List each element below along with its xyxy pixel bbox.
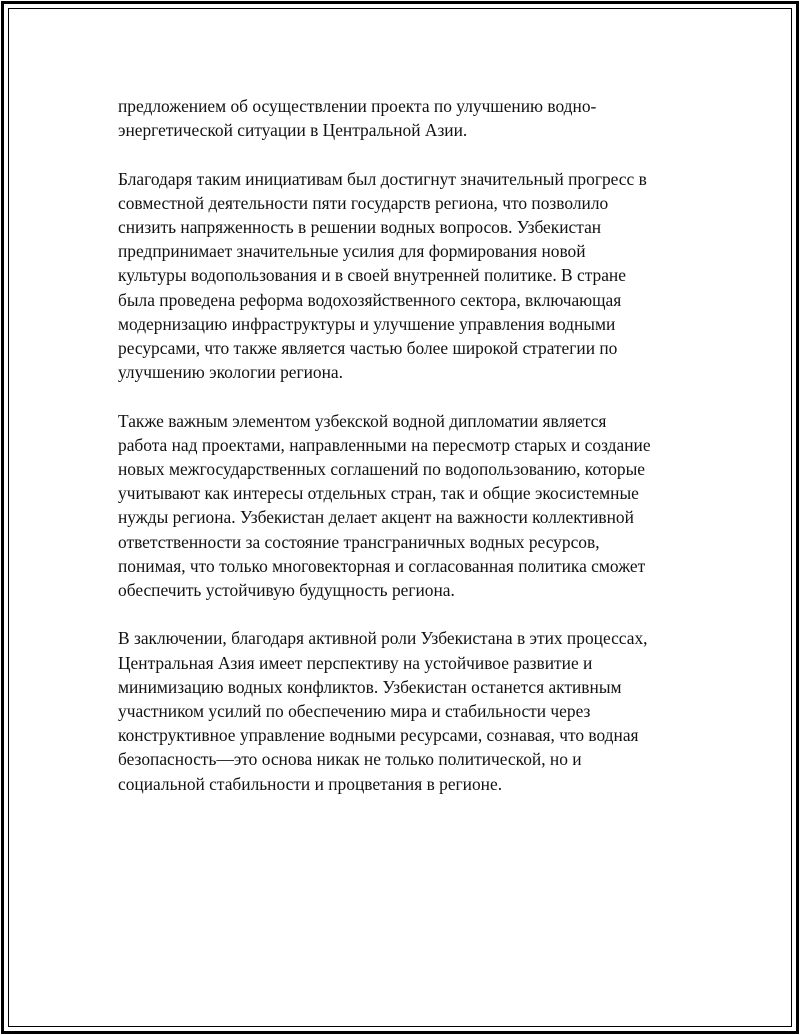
paragraph: В заключении, благодаря активной роли Узбекистана в этих процессах, Центральная Азия имеет перспективу на устойчивое развитие и минимизацию водных конфликтов. Узбекистан останется активным участником усилий по обеспечению мира и стабильности через конструктивное управление водными ресурсами, сознавая, что водная безопасность—это основа никак не только политической, но и социальной стабильности и процветания в регионе.: [118, 628, 648, 794]
document-body: [118, 94, 698, 820]
paragraph: Благодаря таким инициативам был достигнут значительный прогресс в совместной деятельности пяти государств региона, что позволило снизить напряженность в решении водных вопросов. Узбекистан предпринимает значительные усилия для формирования новой культуры водопользования и в своей внутренней политике. В стране была проведена реформа водохозяйственного сектора, включающая модернизацию инфраструктуры и улучшение управления водными ресурсами, что также является частью более широкой стратегии по улучшению экологии региона.: [118, 168, 647, 383]
paragraph: Также важным элементом узбекской водной дипломатии является работа над проектами, направленными на пересмотр старых и создание новых межгосударственных соглашений по водопользованию, которые учитывают как интересы отдельных стран, так и общие экосистемные нужды региона. Узбекистан делает акцент на важности коллективной ответственности за состояние трансграничных водных ресурсов, понимая, что только многовекторная и согласованная политика сможет обеспечить устойчивую будущность региона.: [118, 410, 651, 601]
paragraph: предложением об осуществлении проекта по улучшению водно- энергетической ситуации в Центральной Азии.: [118, 96, 597, 141]
